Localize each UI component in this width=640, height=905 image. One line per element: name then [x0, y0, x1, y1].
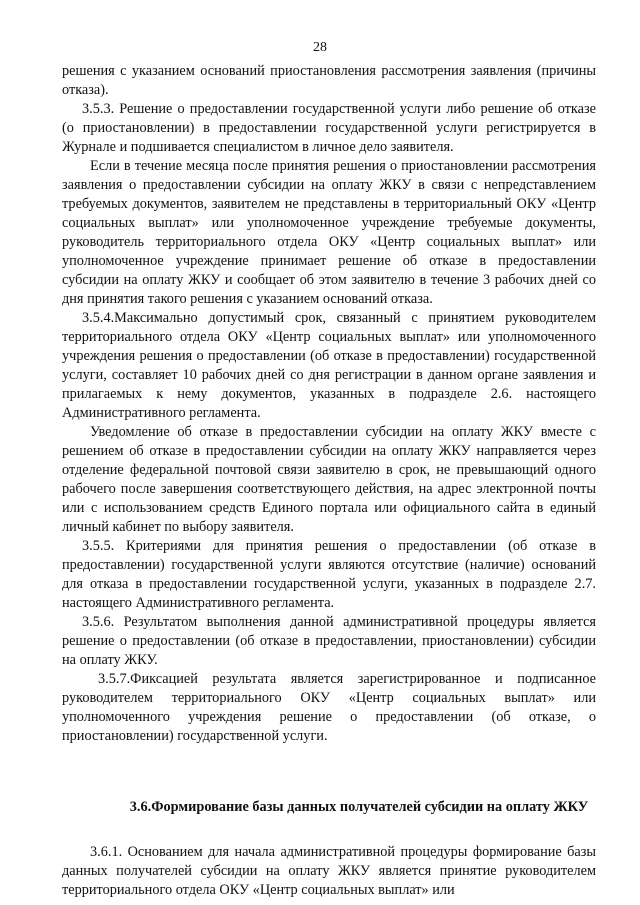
- paragraph: 3.5.6. Результатом выполнения данной административной процедуры является решение о предоставлении (об отказе в предоставлении, приостановлении) субсидии на оплату ЖКУ.: [62, 614, 596, 668]
- paragraph: 3.5.7.Фиксацией результата является зарегистрированное и подписанное руководителем территориального ОКУ «Центр социальных выплат» или уполномоченного учреждения решение о предоставлении (об отказе, о приостановлении) государственной услуги.: [62, 671, 596, 744]
- paragraph: 3.6.1. Основанием для начала административной процедуры формирование базы данных получателей субсидии на оплату ЖКУ является принятие руководителем территориального отдела ОКУ «Центр социальных выплат» или: [62, 844, 596, 898]
- section-heading: 3.6.Формирование базы данных получателей субсидии на оплату ЖКУ: [129, 799, 589, 815]
- paragraph: 3.5.4.Максимально допустимый срок, связанный с принятием руководителем территориального отдела ОКУ «Центр социальных выплат» или уполномоченного учреждения решения о предоставлении (об отказе в предоставлении) государственной услуги, составляет 10 рабочих дней со дня регистрации в данном органе заявления и прилагаемых к нему документов, указанных в подразделе 2.6. настоящего Административного регламента.: [62, 310, 596, 421]
- paragraph: 3.5.3. Решение о предоставлении государственной услуги либо решение об отказе (о приостановлении) в предоставлении государственной услуги регистрируется в Журнале и подшивается специалистом в личное дело заявителя.: [62, 101, 596, 155]
- page-number: 28: [313, 40, 327, 55]
- paragraph: Уведомление об отказе в предоставлении субсидии на оплату ЖКУ вместе с решением об отказе в предоставлении субсидии на оплату ЖКУ направляется через отделение федеральной почтовой связи заявителю в срок, не превышающий одного рабочего после завершения соответствующего действия, на адрес электронной почты или с использованием средств Единого портала или официального сайта в единый личный кабинет по выбору заявителя.: [62, 424, 596, 535]
- paragraph: 3.5.5. Критериями для принятия решения о предоставлении (об отказе в предоставлении) государственной услуги являются отсутствие (наличие) оснований для отказа в предоставлении государственной услуги, указанных в подразделе 2.7. настоящего Административного регламента.: [62, 538, 596, 611]
- paragraph: Если в течение месяца после принятия решения о приостановлении рассмотрения заявления о предоставлении субсидии на оплату ЖКУ в связи с непредставлением требуемых документов, заявителем не представлены в территориальный ОКУ «Центр социальных выплат» или уполномоченное учреждение требуемые документы, руководитель территориального отдела ОКУ «Центр социальных выплат» или уполномоченное учреждение принимает решение об отказе в предоставлении субсидии на оплату ЖКУ и сообщает об этом заявителю в течение 3 рабочих дней со дня принятия такого решения с указанием оснований отказа.: [62, 158, 596, 307]
- paragraph: решения с указанием оснований приостановления рассмотрения заявления (причины отказа).: [62, 63, 596, 98]
- document-body: [62, 62, 596, 900]
